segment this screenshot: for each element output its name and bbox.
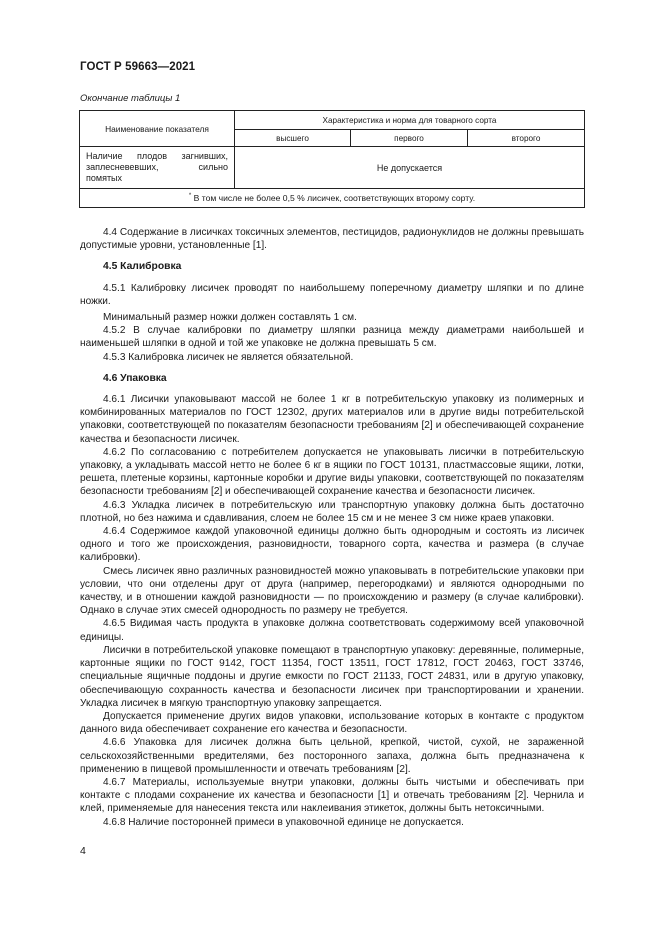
- paragraph-4-6-5b: Лисички в потребительской упаковке помещают в транспортную упаковку: деревянные, полимерные, картонные ящики по ГОСТ 9142, ГОСТ 11354, ГОСТ 13511, ГОСТ 17812, ГОСТ 20463, ГОСТ 33746, специальные ящичные поддоны и другие емкости по ГОСТ 21133, ГОСТ 24831, или в другую упаковку, обеспечивающую сохранность качества и безопасности лисичек при транспортировании и хранении. Укладка лисичек в мягкую транспортную упаковку запрещается.: [80, 644, 584, 709]
- paragraph-4-6-2: 4.6.2 По согласованию с потребителем допускается не упаковывать лисички в потребительскую упаковку, а укладывать массой нетто не более 6 кг в ящики по ГОСТ 10131, пластмассовые ящики, лотки, решета, плетеные корзины, картонные коробки и другие виды упаковки, соответствующей по показателям безопасности требованиям [2] и обеспечивающей сохранение качества и безопасности лисичек.: [80, 446, 584, 498]
- heading-4-5: 4.5 Калибровка: [103, 261, 182, 273]
- paragraph-4-5-1: 4.5.1 Калибровку лисичек проводят по наибольшему поперечному диаметру шляпки и по длине ножки.: [80, 282, 584, 307]
- col-header-group: Характеристика и норма для товарного сорта: [235, 111, 585, 130]
- table-caption: Окончание таблицы 1: [80, 93, 181, 104]
- paragraph-4-6-5c: Допускается применение других видов упаковки, использование которых в контакте с продуктом данного вида обеспечивает сохранение его качества и безопасности.: [80, 710, 584, 736]
- col-header-grade-2: первого: [351, 130, 468, 147]
- footnote-text: В том числе не более 0,5 % лисичек, соответствующих второму сорту.: [191, 193, 476, 203]
- paragraph-4-6-4b: Смесь лисичек явно различных разновидностей можно упаковывать в потребительские упаковки при условии, что они отделены друг от друга (например, перегородками) и являются однородными по качеству, и в отношении каждой разновидности — по происхождению и размеру (в случае калибровки). Однако в случае этих смесей однородность по размеру не требуется.: [80, 565, 584, 617]
- footnote-mark: *: [188, 193, 192, 200]
- col-header-name: Наименование показателя: [80, 111, 235, 147]
- page-number: 4: [80, 845, 86, 857]
- paragraph-4-6-1: 4.6.1 Лисички упаковывают массой не более 1 кг в потребительскую упаковку из полимерных и комбинированных материалов по ГОСТ 12302, других материалов или в другие виды потребительской упаковки, соответствующей по показателям безопасности требованиям [2] и обеспечивающей сохранение качества и безопасности лисичек.: [80, 394, 584, 445]
- paragraph-4-6-5: 4.6.5 Видимая часть продукта в упаковке должна соответствовать содержимому всей упаковочной единицы.: [80, 618, 584, 643]
- document-body: [80, 226, 584, 829]
- row-value: Не допускается: [235, 147, 585, 189]
- paragraph-4-5-2: 4.5.2 В случае калибровки по диаметру шляпки разница между диаметрами наибольшей и наименьшей шляпки в одной и той же упаковке не должна превышать 5 см.: [80, 325, 584, 350]
- heading-4-6: 4.6 Упаковка: [103, 372, 167, 384]
- paragraph-4-5-3: 4.5.3 Калибровка лисичек не является обязательной.: [103, 351, 354, 363]
- paragraph-4-6-8: 4.6.8 Наличие посторонней примеси в упаковочной единице не допускается.: [103, 816, 464, 828]
- paragraph-4-6-4: 4.6.4 Содержимое каждой упаковочной единицы должно быть однородным и состоять из лисичек одного и того же происхождения, разновидности, товарного сорта, качества и размера (в случае калибровки).: [80, 526, 584, 564]
- table-footnote: [80, 189, 585, 208]
- row-name: Наличие плодов загнивших, заплесневевших, сильно помятых: [80, 147, 235, 189]
- document-id: ГОСТ Р 59663—2021: [80, 61, 196, 73]
- paragraph-4-4: 4.4 Содержание в лисичках токсичных элементов, пестицидов, радионуклидов не должны превышать допустимые уровни, установленные [1].: [80, 227, 584, 252]
- col-header-grade-3: второго: [468, 130, 585, 147]
- paragraph-4-6-6: 4.6.6 Упаковка для лисичек должна быть цельной, крепкой, чистой, сухой, не зараженной сельскохозяйственными вредителями, без посторонного запаха, должна быть предназначена к применению в пищевой промышленности и отвечать требованиям [2].: [80, 737, 584, 775]
- paragraph-4-5-1b: Минимальный размер ножки должен составлять 1 см.: [103, 312, 357, 324]
- paragraph-4-6-7: 4.6.7 Материалы, используемые внутри упаковки, должны быть чистыми и обеспечивать при контакте с плодами сохранение их качества и безопасности [1] и отвечать требованиям [2]. Чернила и клей, применяемые для нанесения текста или наклеивания этикеток, должны быть нетоксичными.: [80, 776, 584, 815]
- col-header-grade-1: высшего: [235, 130, 351, 147]
- quality-table: [79, 110, 585, 208]
- paragraph-4-6-3: 4.6.3 Укладка лисичек в потребительскую или транспортную упаковку должна быть достаточно плотной, но без нажима и сдавливания, слоем не более 15 см и не менее 3 см ниже краев упаковки.: [80, 499, 584, 524]
